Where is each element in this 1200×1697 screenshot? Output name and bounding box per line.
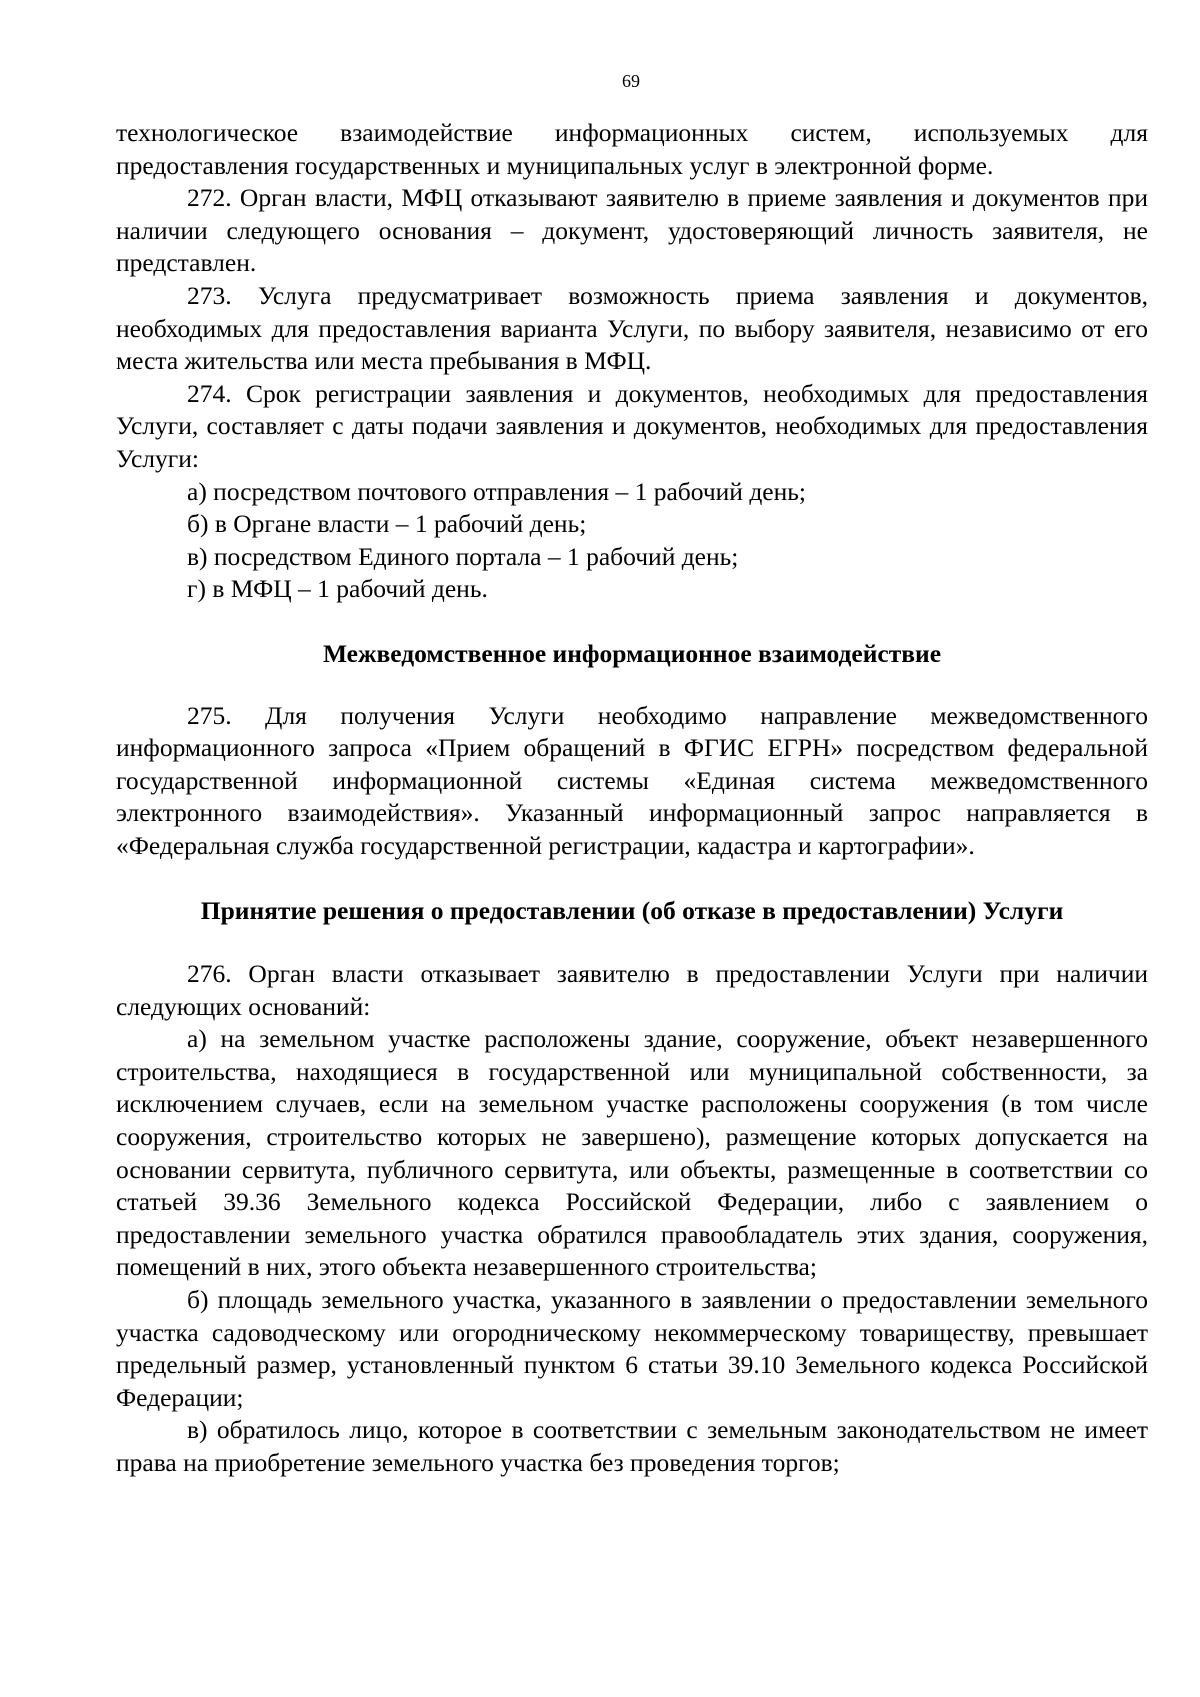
paragraph-continuation: технологическое взаимодействие информационных систем, используемых для предоставления государственных и муниципальных услуг в электронной форме. <box>116 118 1148 180</box>
paragraph-274: 274. Срок регистрации заявления и документов, необходимых для предоставления Услуги, составляет с даты подачи заявления и документов, необходимых для предоставления Услуги: <box>116 378 1148 473</box>
list-item-c: в) посредством Единого портала – 1 рабочий день; <box>187 541 739 571</box>
paragraph-276: 276. Орган власти отказывает заявителю в предоставлении Услуги при наличии следующих оснований: <box>116 959 1148 1021</box>
list-item-d: г) в МФЦ – 1 рабочий день. <box>187 574 488 604</box>
paragraph-272: 272. Орган власти, МФЦ отказывают заявителю в приеме заявления и документов при наличии следующего основания – документ, удостоверяющий личность заявителя, не представлен. <box>116 183 1148 278</box>
section-heading-interagency: Межведомственное информационное взаимодействие <box>322 638 942 668</box>
list-item-276-b: б) площадь земельного участка, указанного в заявлении о предоставлении земельного участка садоводческому или огородническому некоммерческому товариществу, превышает предельный размер, установленный пунктом 6 статьи 39.10 Земельного кодекса Российской Федерации; <box>116 1285 1148 1412</box>
list-item-b: б) в Органе власти – 1 рабочий день; <box>187 509 587 539</box>
paragraph-275: 275. Для получения Услуги необходимо направление межведомственного информационного запроса «Прием обращений в ФГИС ЕГРН» посредством федеральной государственной информационной системы «Единая система межведомственного электронного взаимодействия». Указанный информационный запрос направляется в «Федеральная служба государственной регистрации, кадастра и картографии». <box>116 700 1148 860</box>
section-heading-decision: Принятие решения о предоставлении (об отказе в предоставлении) Услуги <box>200 896 1064 926</box>
list-item-276-a: а) на земельном участке расположены здание, сооружение, объект незавершенного строительства, находящиеся в государственной или муниципальной собственности, за исключением случаев, если на земельном участке расположены сооружения (в том числе сооружения, строительство которых не завершено), размещение которых допускается на основании сервитута, публичного сервитута, или объекты, размещенные в соответствии со статьей 39.36 Земельного кодекса Российской Федерации, либо с заявлением о предоставлении земельного участка обратился правообладатель этих здания, сооружения, помещений в них, этого объекта незавершенного строительства; <box>116 1024 1148 1282</box>
document-body <box>116 117 1148 1480</box>
paragraph-273: 273. Услуга предусматривает возможность приема заявления и документов, необходимых для предоставления варианта Услуги, по выбору заявителя, независимо от его места жительства или места пребывания в МФЦ. <box>116 280 1148 376</box>
list-item-276-c: в) обратилось лицо, которое в соответствии с земельным законодательством не имеет права на приобретение земельного участка без проведения торгов; <box>116 1415 1148 1477</box>
page-number: 69 <box>622 71 640 91</box>
list-item-a: а) посредством почтового отправления – 1 рабочий день; <box>187 476 806 506</box>
